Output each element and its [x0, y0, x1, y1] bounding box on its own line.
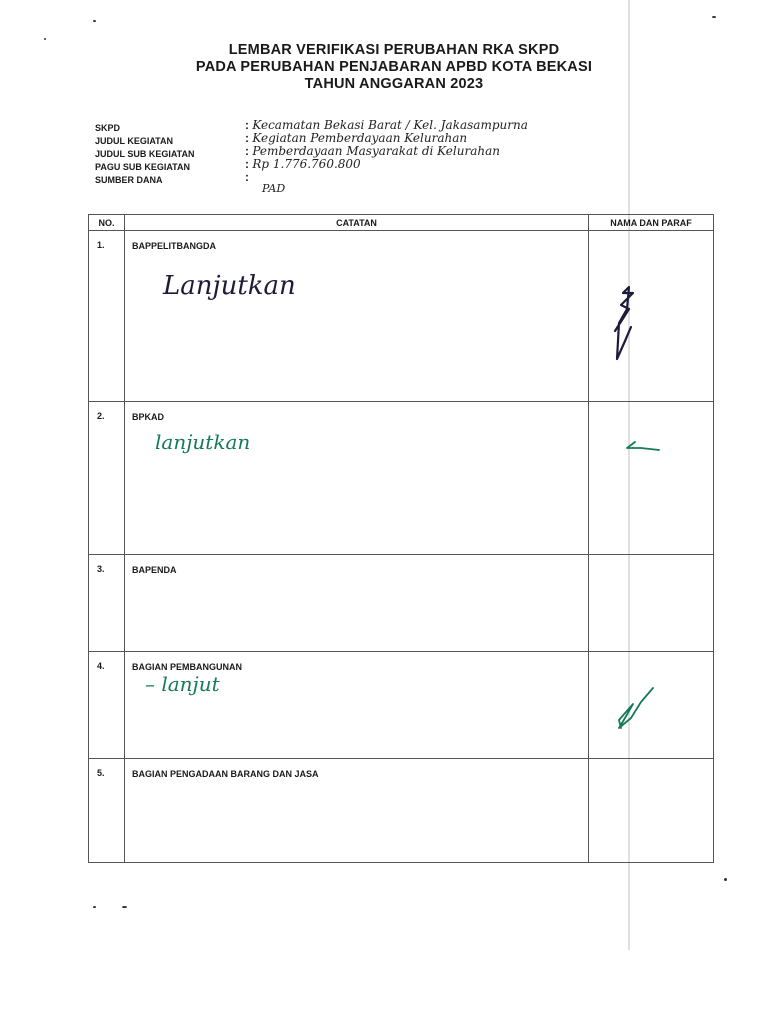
- info-block: [95, 118, 715, 187]
- skpd-label: SKPD: [95, 123, 121, 133]
- row-number: 1.: [89, 231, 125, 402]
- table-row: [89, 402, 714, 555]
- title-line-2: PADA PERUBAHAN PENJABARAN APBD KOTA BEKASI: [195, 59, 593, 75]
- scan-speck: [93, 906, 96, 908]
- unit-name: BPKAD: [132, 412, 165, 422]
- sub-kegiatan-value: : Pemberdayaan Masyarakat di Kelurahan: [245, 145, 500, 158]
- title-line-3: TAHUN ANGGARAN 2023: [304, 76, 484, 92]
- table-header-row: [89, 215, 714, 231]
- header-paraf: NAMA DAN PARAF: [589, 215, 714, 231]
- header-no: NO.: [89, 215, 125, 231]
- signature-1: [589, 231, 713, 399]
- unit-name: BAPENDA: [132, 565, 177, 575]
- signature-cell: [589, 402, 714, 555]
- scan-speck: [93, 20, 96, 22]
- skpd-value: : Kecamatan Bekasi Barat / Kel. Jakasampurna: [245, 119, 528, 132]
- sub-kegiatan-label: JUDUL SUB KEGIATAN: [95, 149, 195, 159]
- signature-cell: [589, 759, 714, 863]
- scan-speck: [712, 16, 716, 18]
- table-row: [89, 555, 714, 652]
- table-row: [89, 759, 714, 863]
- handwritten-note: lanjutkan: [155, 430, 251, 454]
- row-catatan: [125, 555, 589, 652]
- sumber-colon: [245, 171, 249, 184]
- row-number: 5.: [89, 759, 125, 863]
- info-row-sumber: [95, 174, 715, 187]
- row-number: 4.: [89, 652, 125, 759]
- scan-speck: [122, 906, 127, 908]
- signature-2: [589, 402, 713, 552]
- pagu-label: PAGU SUB KEGIATAN: [95, 162, 191, 172]
- kegiatan-value: : Kegiatan Pemberdayaan Kelurahan: [245, 132, 467, 145]
- row-number: 2.: [89, 402, 125, 555]
- unit-name: BAPPELITBANGDA: [132, 241, 217, 251]
- row-catatan: [125, 652, 589, 759]
- header-catatan: CATATAN: [125, 215, 589, 231]
- title-line-1: LEMBAR VERIFIKASI PERUBAHAN RKA SKPD: [228, 42, 560, 58]
- kegiatan-label: JUDUL KEGIATAN: [95, 136, 174, 146]
- sumber-value: PAD: [262, 182, 286, 195]
- row-catatan: [125, 231, 589, 402]
- signature-cell: [589, 652, 714, 759]
- verification-table: [88, 214, 714, 863]
- row-catatan: [125, 759, 589, 863]
- signature-4: [589, 652, 713, 756]
- scan-speck: [44, 38, 46, 40]
- info-row-pagu: [95, 157, 715, 174]
- scan-speck: [724, 878, 727, 881]
- signature-cell: [589, 231, 714, 402]
- handwritten-note: Lanjutkan: [163, 271, 296, 301]
- table-row: [89, 231, 714, 402]
- handwritten-note: – lanjut: [145, 672, 220, 696]
- pagu-value: : Rp 1.776.760.800: [245, 158, 361, 171]
- document-title: [0, 42, 768, 93]
- unit-name: BAGIAN PENGADAAN BARANG DAN JASA: [132, 769, 319, 779]
- row-number: 3.: [89, 555, 125, 652]
- row-catatan: [125, 402, 589, 555]
- sumber-label: SUMBER DANA: [95, 175, 163, 185]
- info-row-sub-kegiatan: [95, 144, 715, 161]
- table-row: [89, 652, 714, 759]
- signature-cell: [589, 555, 714, 652]
- unit-name: BAGIAN PEMBANGUNAN: [132, 662, 242, 672]
